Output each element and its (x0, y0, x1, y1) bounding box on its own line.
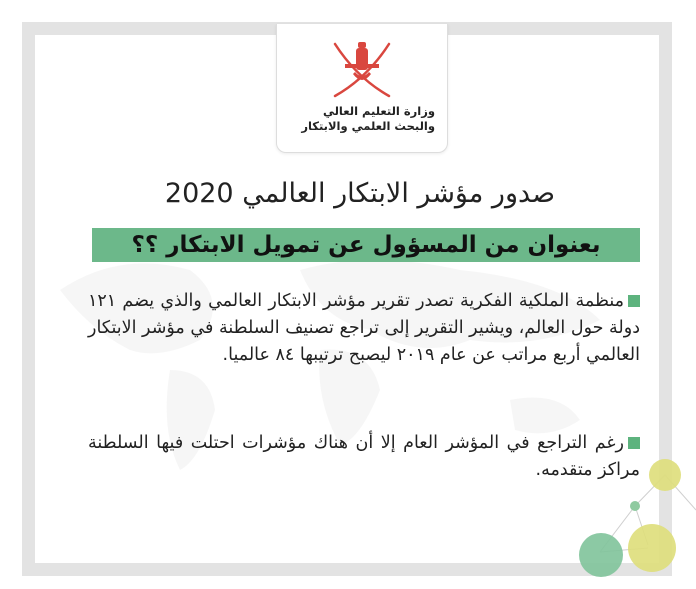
ministry-logo-card (276, 24, 448, 153)
ministry-name-line1: وزارة التعليم العالي (322, 104, 435, 118)
paragraph-1-text: منظمة الملكية الفكرية تصدر تقرير مؤشر الابتكار العالمي والذي يضم ١٢١ دولة حول العالم، ويشير التقرير إلى تراجع تصنيف السلطنة في مؤشر الابتكار العالمي أربع مراتب عن عام ٢٠١٩ ليصبح ترتيبها ٨٤ عالميا. (88, 291, 640, 365)
network-dots-decoration (540, 440, 696, 589)
paragraph-2-text: رغم التراجع في المؤشر العام إلا أن هناك مؤشرات احتلت فيها السلطنة مراكز متقدمه. (88, 433, 640, 480)
paragraph-1 (88, 288, 640, 369)
ministry-name-line2: والبحث العلمي والابتكار (301, 119, 435, 133)
oman-emblem-icon (327, 38, 397, 100)
page-title: صدور مؤشر الابتكار العالمي 2020 (164, 178, 556, 209)
subtitle-banner: بعنوان من المسؤول عن تمويل الابتكار ؟؟ (92, 228, 640, 262)
bullet-square-icon (628, 295, 640, 307)
